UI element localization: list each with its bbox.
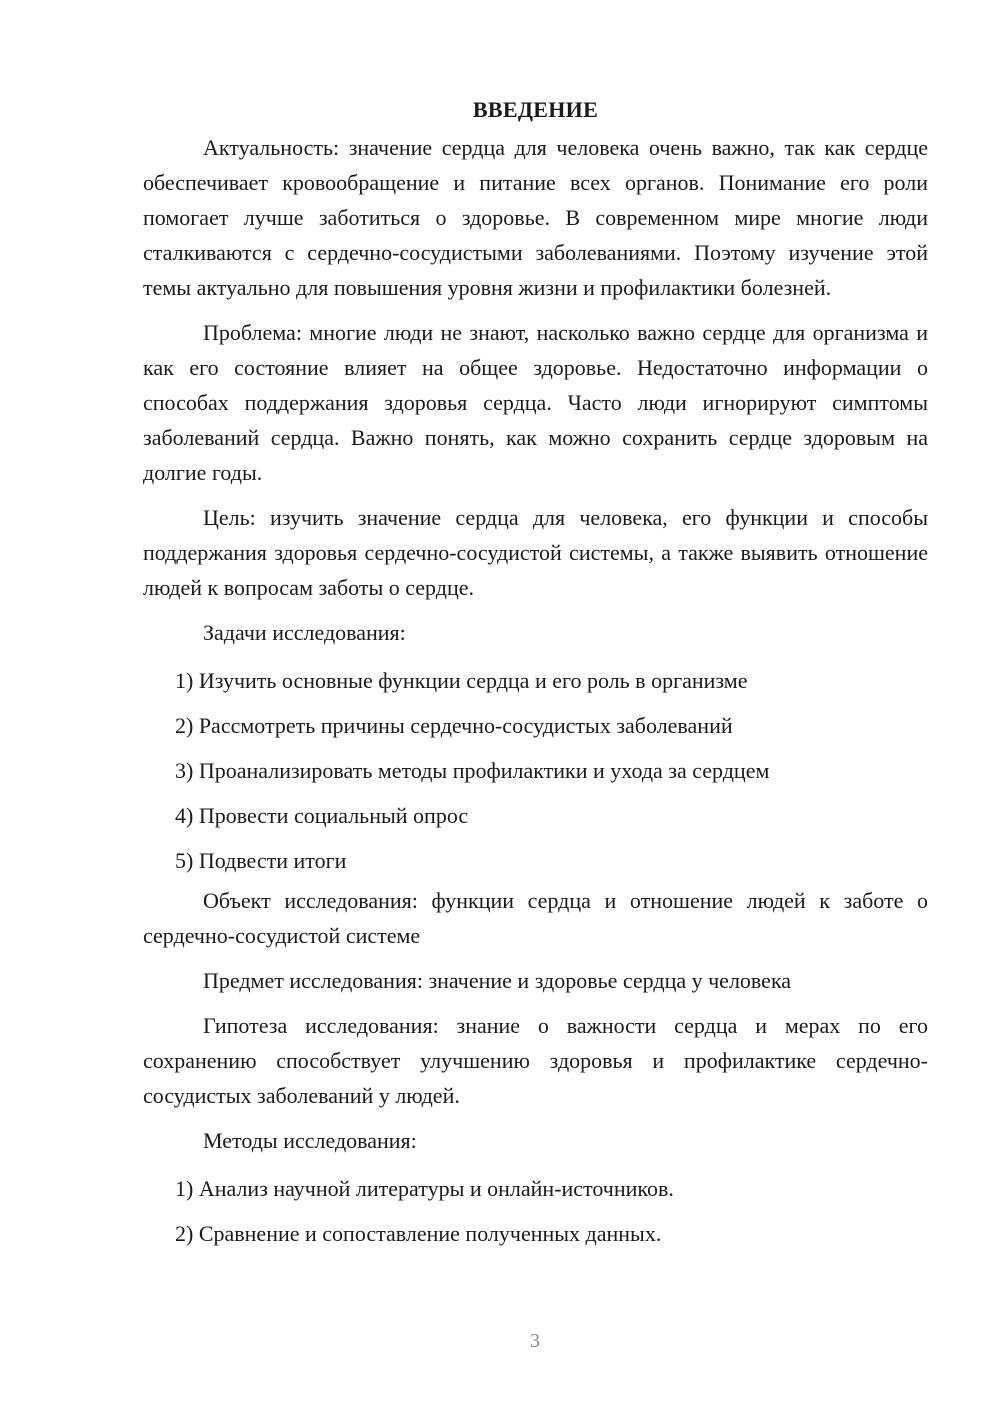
document-page xyxy=(143,90,928,1256)
tasks-list xyxy=(143,658,928,883)
page-number: 3 xyxy=(530,1330,540,1352)
tasks-heading: Задачи исследования: xyxy=(203,620,406,645)
object-paragraph: Объект исследования: функции сердца и отношение людей к заботе о сердечно-сосудистой системе xyxy=(143,888,928,948)
list-item: 5) Подвести итоги xyxy=(175,848,347,873)
hypothesis-paragraph: Гипотеза исследования: знание о важности сердца и мерах по его сохранению способствует улучшению здоровья и профилактике сердечно-сосудистых заболеваний у людей. xyxy=(143,1013,928,1108)
problem-paragraph: Проблема: многие люди не знают, насколько важно сердце для организма и как его состояние влияет на общее здоровье. Недостаточно информации о способах поддержания здоровья сердца. Часто люди игнорируют симптомы заболеваний сердца. Важно понять, как можно сохранить сердце здоровым на долгие годы. xyxy=(143,320,928,485)
list-item: 2) Рассмотреть причины сердечно-сосудистых заболеваний xyxy=(175,713,733,738)
list-item: 4) Провести социальный опрос xyxy=(175,803,469,828)
list-item: 1) Изучить основные функции сердца и его роль в организме xyxy=(175,668,748,693)
methods-heading: Методы исследования: xyxy=(203,1128,417,1153)
goal-paragraph: Цель: изучить значение сердца для человека, его функции и способы поддержания здоровья сердечно-сосудистой системы, а также выявить отношение людей к вопросам заботы о сердце. xyxy=(143,505,928,600)
list-item: 3) Проанализировать методы профилактики и ухода за сердцем xyxy=(175,758,770,783)
list-item: 1) Анализ научной литературы и онлайн-источников. xyxy=(175,1176,674,1201)
list-item: 2) Сравнение и сопоставление полученных данных. xyxy=(175,1221,662,1246)
section-title: ВВЕДЕНИЕ xyxy=(472,97,599,122)
methods-list xyxy=(143,1166,928,1256)
subject-paragraph: Предмет исследования: значение и здоровье сердца у человека xyxy=(203,968,792,993)
relevance-paragraph: Актуальность: значение сердца для человека очень важно, так как сердце обеспечивает кровообращение и питание всех органов. Понимание его роли помогает лучше заботиться о здоровье. В современном мире многие люди сталкиваются с сердечно-сосудистыми заболеваниями. Поэтому изучение этой темы актуально для повышения уровня жизни и профилактики болезней. xyxy=(143,135,928,300)
